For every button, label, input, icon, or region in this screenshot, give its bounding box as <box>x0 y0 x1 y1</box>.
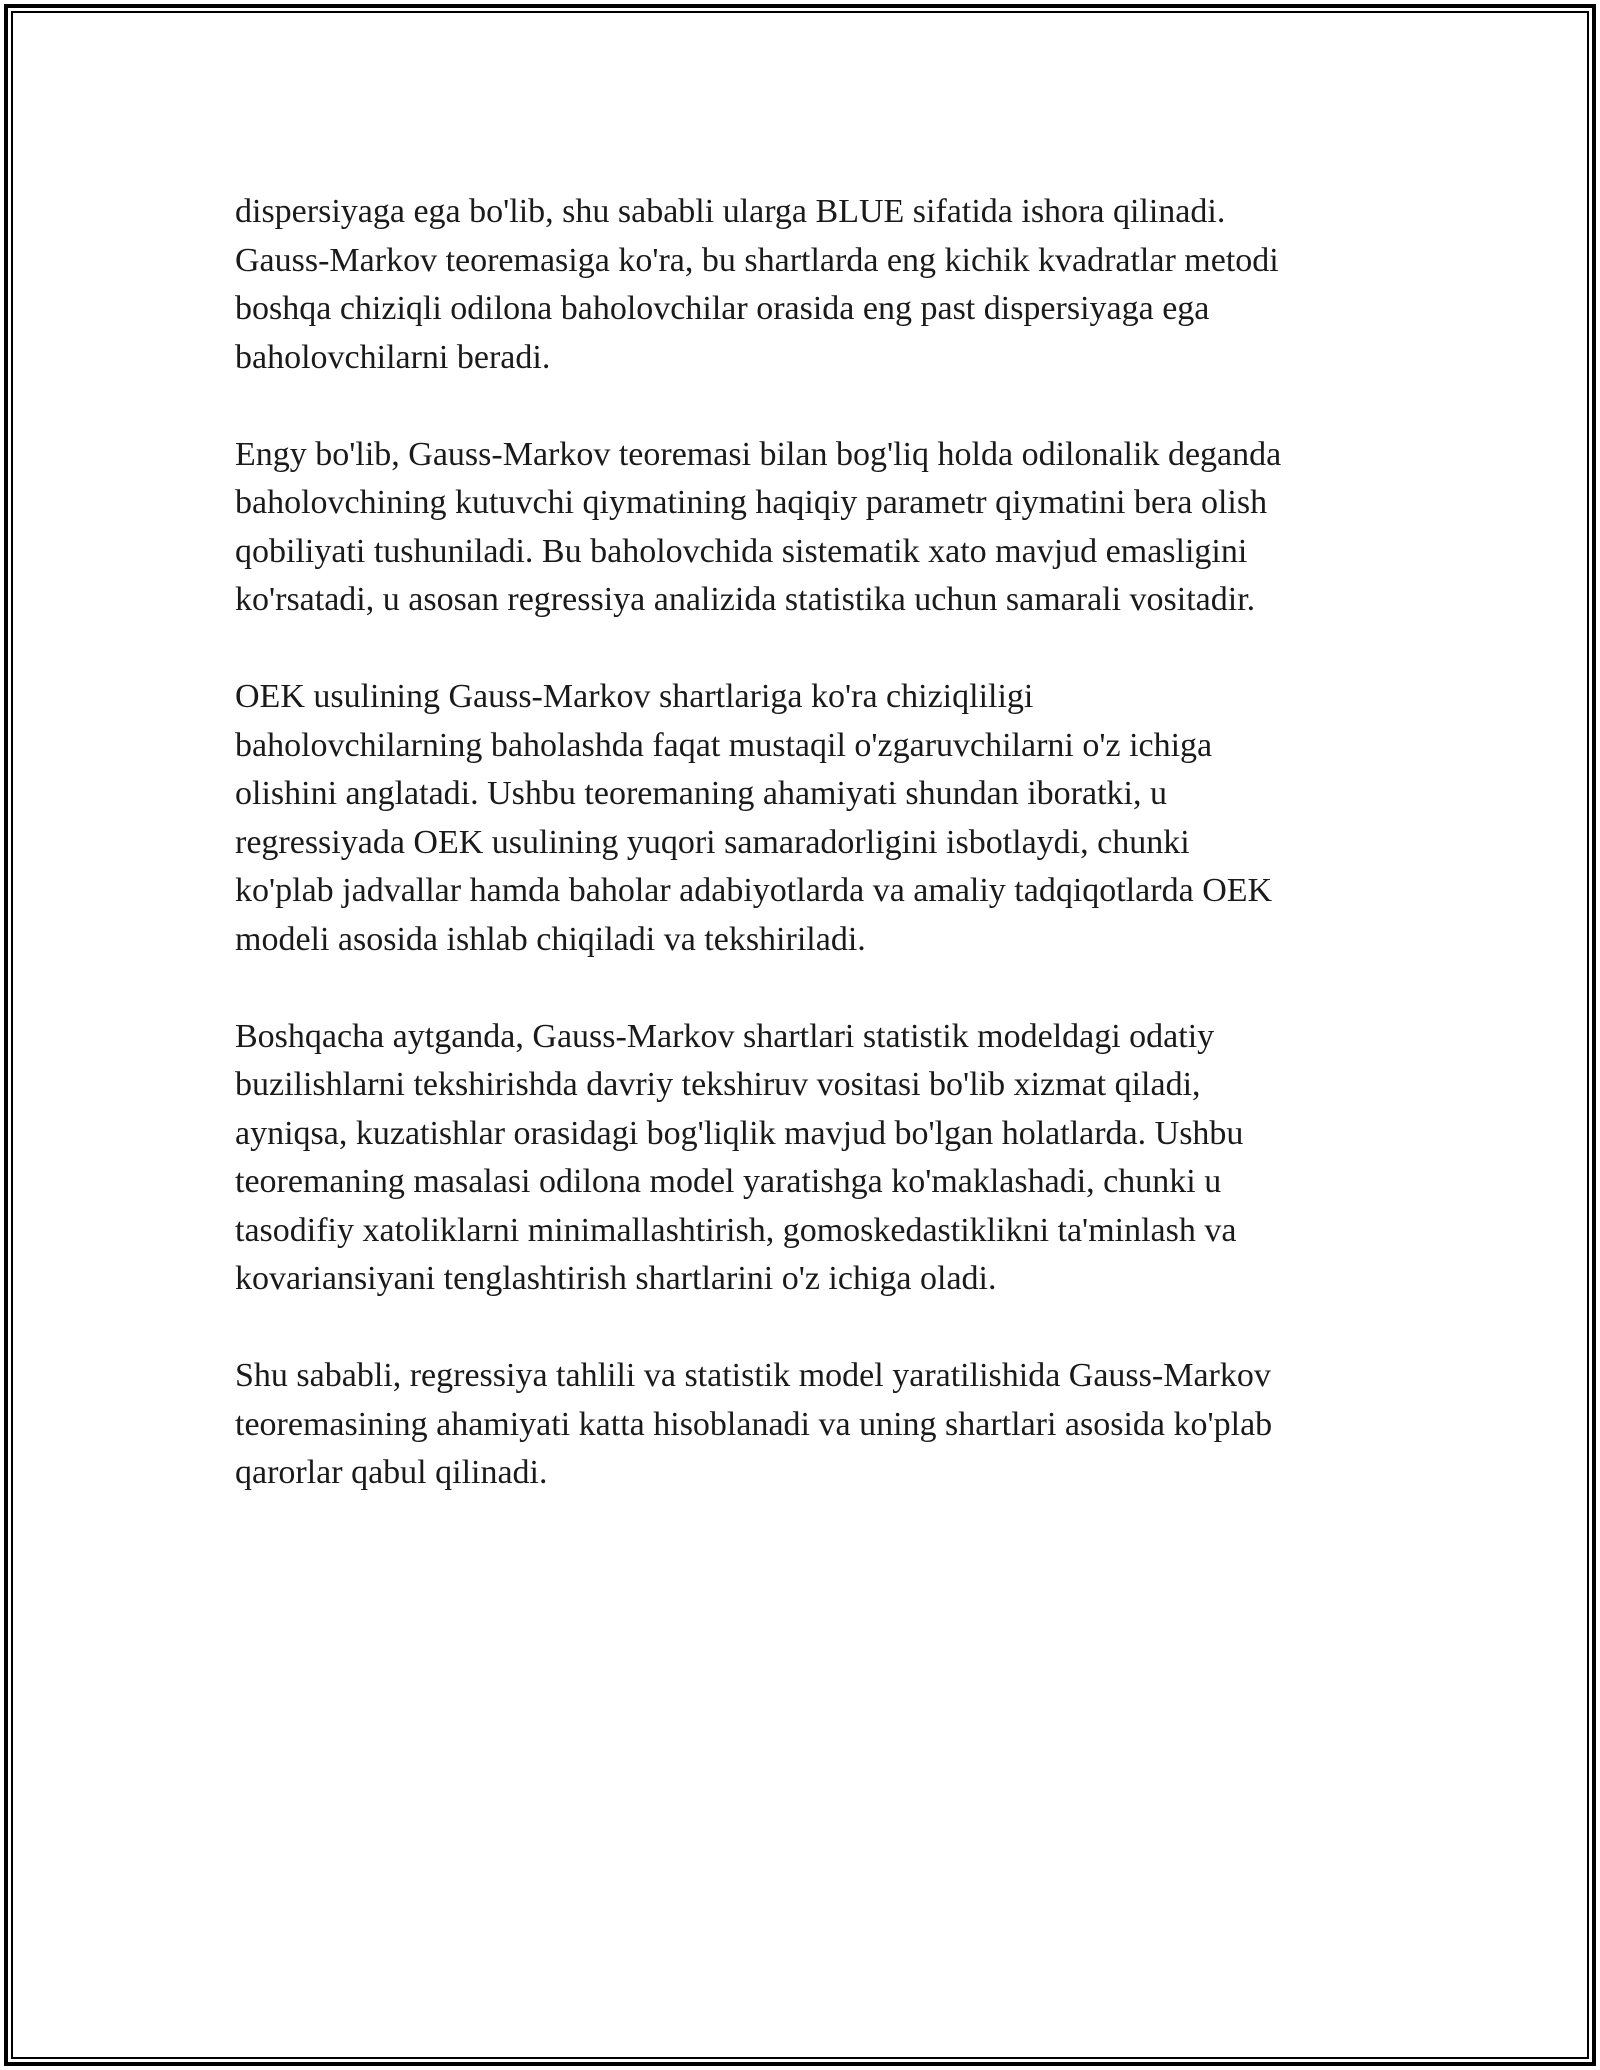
document-body <box>235 188 1385 1546</box>
paragraph-4: Boshqacha aytganda, Gauss-Markov shartlari statistik modeldagi odatiy buzilishlarni tekshirishda davriy tekshiruv vositasi bo'lib xizmat qiladi, ayniqsa, kuzatishlar orasidagi bog'liqlik mavjud bo'lgan holatlarda. Ushbu teoremaning masalasi odilona model yaratishga ko'maklashadi, chunki u tasodifiy xatoliklarni minimallashtirish, gomoskedastiklikni ta'minlash va kovariansiyani tenglashtirish shartlarini o'z ichiga oladi. <box>235 1017 1244 1297</box>
paragraph-3: OEK usulining Gauss-Markov shartlariga ko'ra chiziqliligi baholovchilarning baholashda faqat mustaqil o'zgaruvchilarni o'z ichiga olishini anglatadi. Ushbu teoremaning ahamiyati shundan iboratki, u regressiyada OEK usulining yuqori samaradorligini isbotlaydi, chunki ko'plab jadvallar hamda baholar adabiyotlarda va amaliy tadqiqotlarda OEK modeli asosida ishlab chiqiladi va tekshiriladi. <box>235 678 1273 958</box>
paragraph-5: Shu sababli, regressiya tahlili va statistik model yaratilishida Gauss-Markov teoremasining ahamiyati katta hisoblanadi va uning shartlari asosida ko'plab qarorlar qabul qilinadi. <box>235 1357 1273 1491</box>
paragraph-2: Engy bo'lib, Gauss-Markov teoremasi bilan bog'liq holda odilonalik deganda baholovchining kutuvchi qiymatining haqiqiy parametr qiymatini bera olish qobiliyati tushuniladi. Bu baholovchida sistematik xato mavjud emasligini ko'rsatadi, u asosan regressiya analizida statistika uchun samarali vositadir. <box>235 435 1282 618</box>
paragraph-1: dispersiyaga ega bo'lib, shu sababli ularga BLUE sifatida ishora qilinadi. Gauss-Markov teoremasiga ko'ra, bu shartlarda eng kichik kvadratlar metodi boshqa chiziqli odilona baholovchilar orasida eng past dispersiyaga ega baholovchilarni beradi. <box>235 193 1279 376</box>
